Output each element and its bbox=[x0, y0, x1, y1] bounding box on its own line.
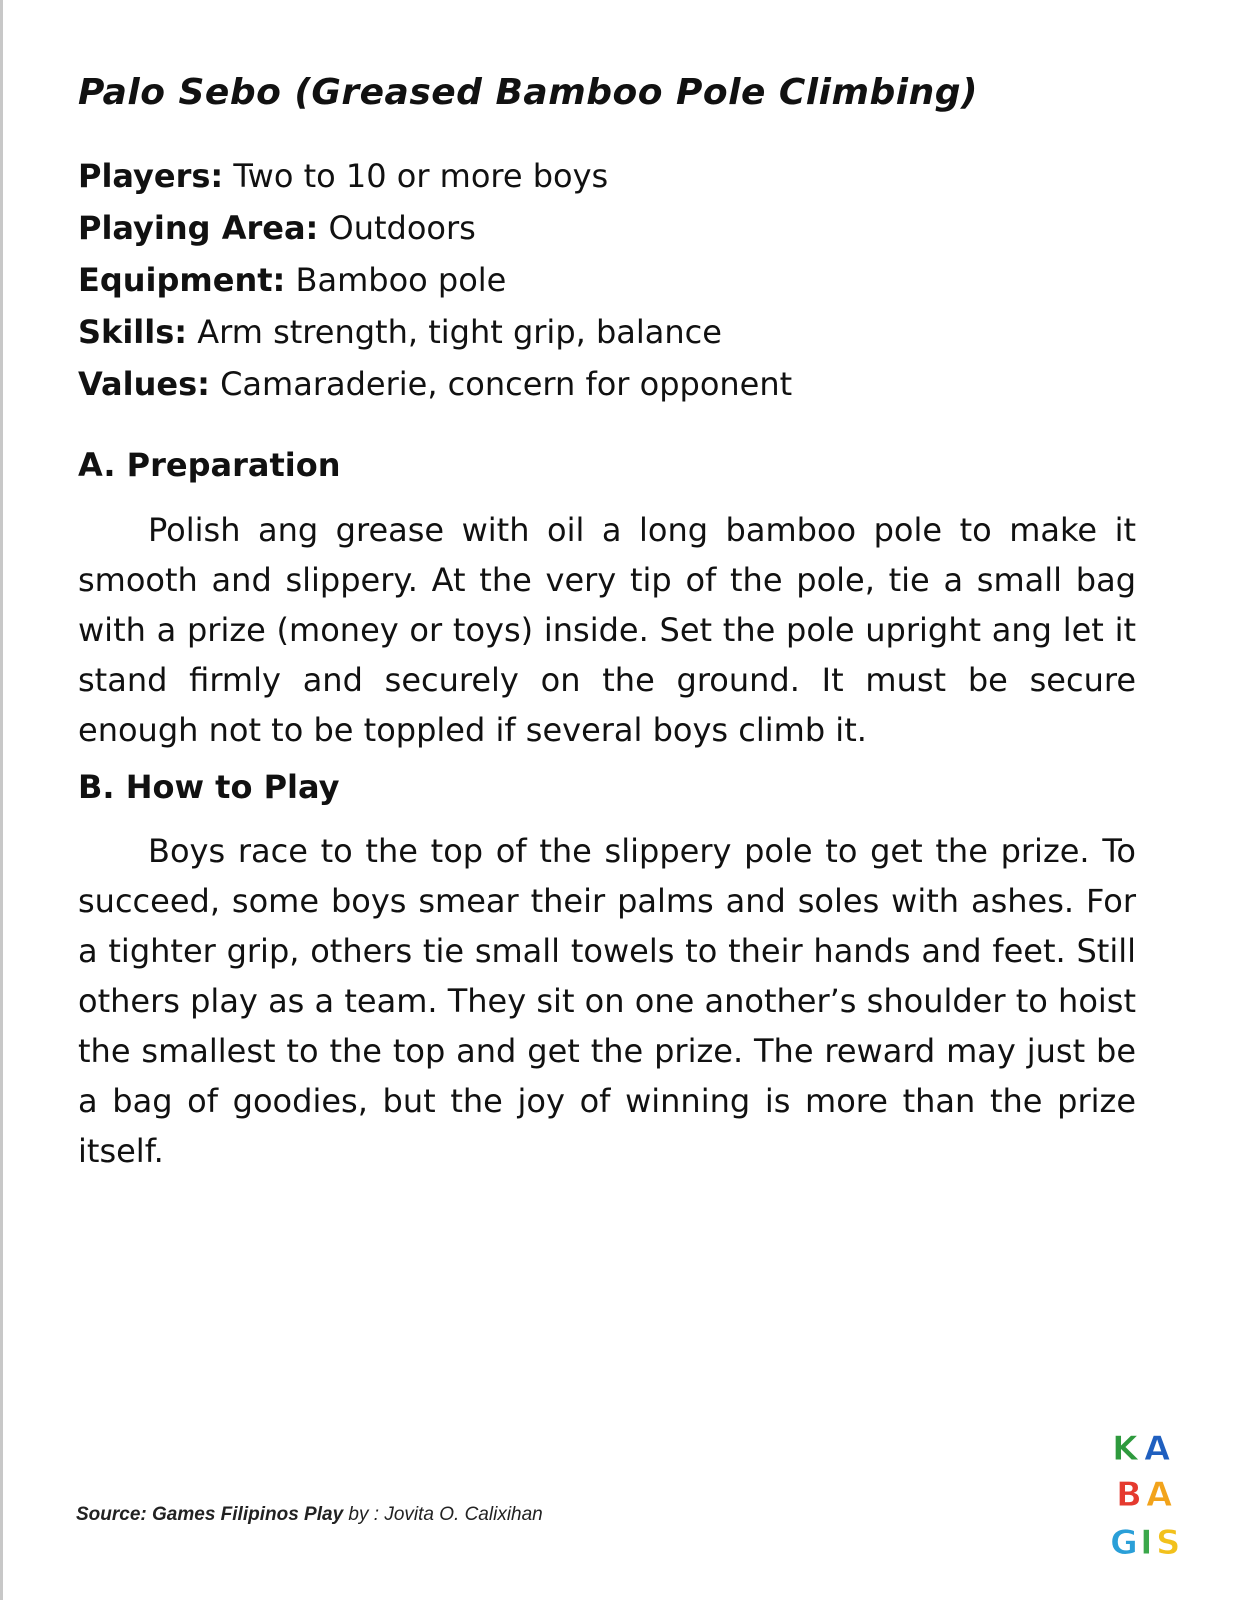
how-to-play-paragraph: Boys race to the top of the slippery pole to get the prize. To succeed, some boys smear their palms and soles with ashes. For a tighter grip, others tie small towels to their hands and feet. Still others play as a team. They sit on one another’s shoulder to hoist the smallest to the top and get the prize. The reward may just be a bag of goodies, but the joy of winning is more than the prize itself. bbox=[78, 832, 1136, 1170]
skills-value: Arm strength, tight grip, balance bbox=[197, 313, 722, 351]
values-label: Values: bbox=[78, 365, 210, 403]
values-row bbox=[78, 358, 792, 410]
logo-letter: B bbox=[1116, 1475, 1142, 1515]
playing-area-row bbox=[78, 202, 792, 254]
playing-area-value: Outdoors bbox=[328, 209, 476, 247]
equipment-row bbox=[78, 254, 792, 306]
logo-letter: A bbox=[1146, 1475, 1173, 1515]
playing-area-label: Playing Area: bbox=[78, 209, 319, 247]
skills-label: Skills: bbox=[78, 313, 188, 351]
page-edge bbox=[0, 0, 3, 1600]
values-value: Camaraderie, concern for opponent bbox=[220, 365, 793, 403]
players-value: Two to 10 or more boys bbox=[233, 157, 609, 195]
how-to-play-heading: B. How to Play bbox=[78, 768, 340, 806]
preparation-paragraph: Polish ang grease with oil a long bamboo pole to make it smooth and slippery. At the very tip of the pole, tie a small bag with a prize (money or toys) inside. Set the pole upright ang let it stand firmly and securely on the ground. It must be secure enough not to be toppled if several boys climb it. bbox=[78, 511, 1136, 749]
equipment-value: Bamboo pole bbox=[295, 261, 507, 299]
logo-letter: G bbox=[1110, 1523, 1138, 1563]
game-info-list bbox=[78, 150, 792, 410]
logo-letter: A bbox=[1144, 1429, 1171, 1469]
source-author: by : Jovita O. Calixihan bbox=[343, 1504, 543, 1525]
players-row bbox=[78, 150, 792, 202]
skills-row bbox=[78, 306, 792, 358]
preparation-heading: A. Preparation bbox=[78, 446, 341, 484]
logo-letter: I bbox=[1140, 1523, 1153, 1563]
source-label: Source: Games Filipinos Play bbox=[76, 1504, 344, 1525]
equipment-label: Equipment: bbox=[78, 261, 286, 299]
logo-letter: K bbox=[1112, 1429, 1139, 1469]
page-title: Palo Sebo (Greased Bamboo Pole Climbing) bbox=[78, 72, 978, 113]
players-label: Players: bbox=[78, 157, 224, 195]
kabagis-logo bbox=[1110, 1426, 1190, 1566]
source-citation bbox=[76, 1504, 543, 1526]
logo-letter: S bbox=[1156, 1523, 1181, 1563]
